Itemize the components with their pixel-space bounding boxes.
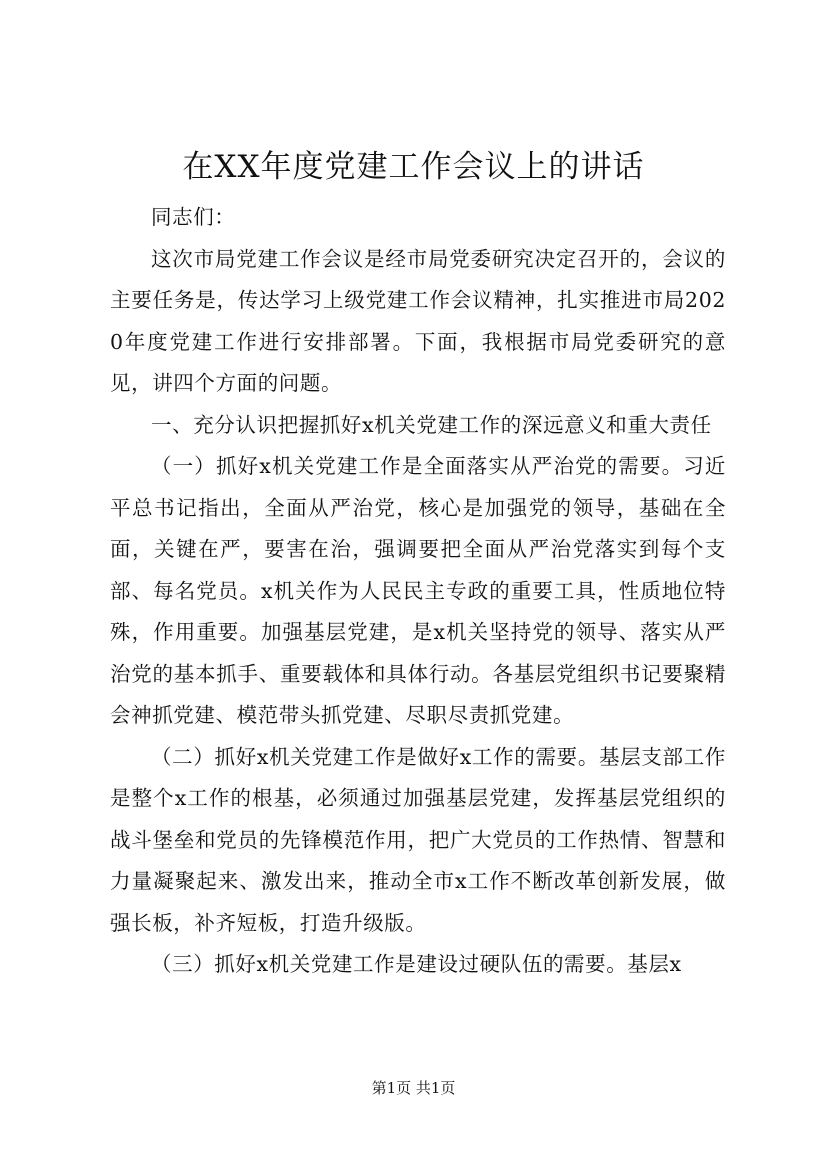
document-body: [110, 197, 726, 986]
paragraph-point-2: （二）抓好x机关党建工作是做好x工作的需要。基层支部工作是整个x工作的根基，必须通过加强基层党建，发挥基层党组织的战斗堡垒和党员的先锋模范作用，把广大党员的工作热情、智慧和力量凝聚起来、激发出来，推动全市x工作不断改革创新发展，做强长板，补齐短板，打造升级版。: [110, 744, 726, 935]
paragraph-intro: 这次市局党建工作会议是经市局党委研究决定召开的，会议的主要任务是，传达学习上级党建工作会议精神，扎实推进市局2020年度党建工作进行安排部署。下面，我根据市局党委研究的意见，讲四个方面的问题。: [110, 246, 726, 395]
paragraph-point-3: （三）抓好x机关党建工作是建设过硬队伍的需要。基层x: [151, 952, 682, 976]
salutation: 同志们：: [151, 205, 236, 229]
page-number-footer: 第1页 共1页: [371, 1079, 456, 1097]
paragraph-point-1: （一）抓好x机关党建工作是全面落实从严治党的需要。习近平总书记指出，全面从严治党，核心是加强党的领导，基础在全面，关键在严，要害在治，强调要把全面从严治党落实到每个支部、每名党员。x机关作为人民民主专政的重要工具，性质地位特殊，作用重要。加强基层党建，是x机关坚持党的领导、落实从严治党的基本抓手、重要载体和具体行动。各基层党组织书记要聚精会神抓党建、模范带头抓党建、尽职尽责抓党建。: [110, 454, 726, 727]
document-title: 在XX年度党建工作会议上的讲话: [182, 149, 645, 185]
section-heading-1: 一、充分认识把握抓好x机关党建工作的深远意义和重大责任: [151, 412, 712, 437]
